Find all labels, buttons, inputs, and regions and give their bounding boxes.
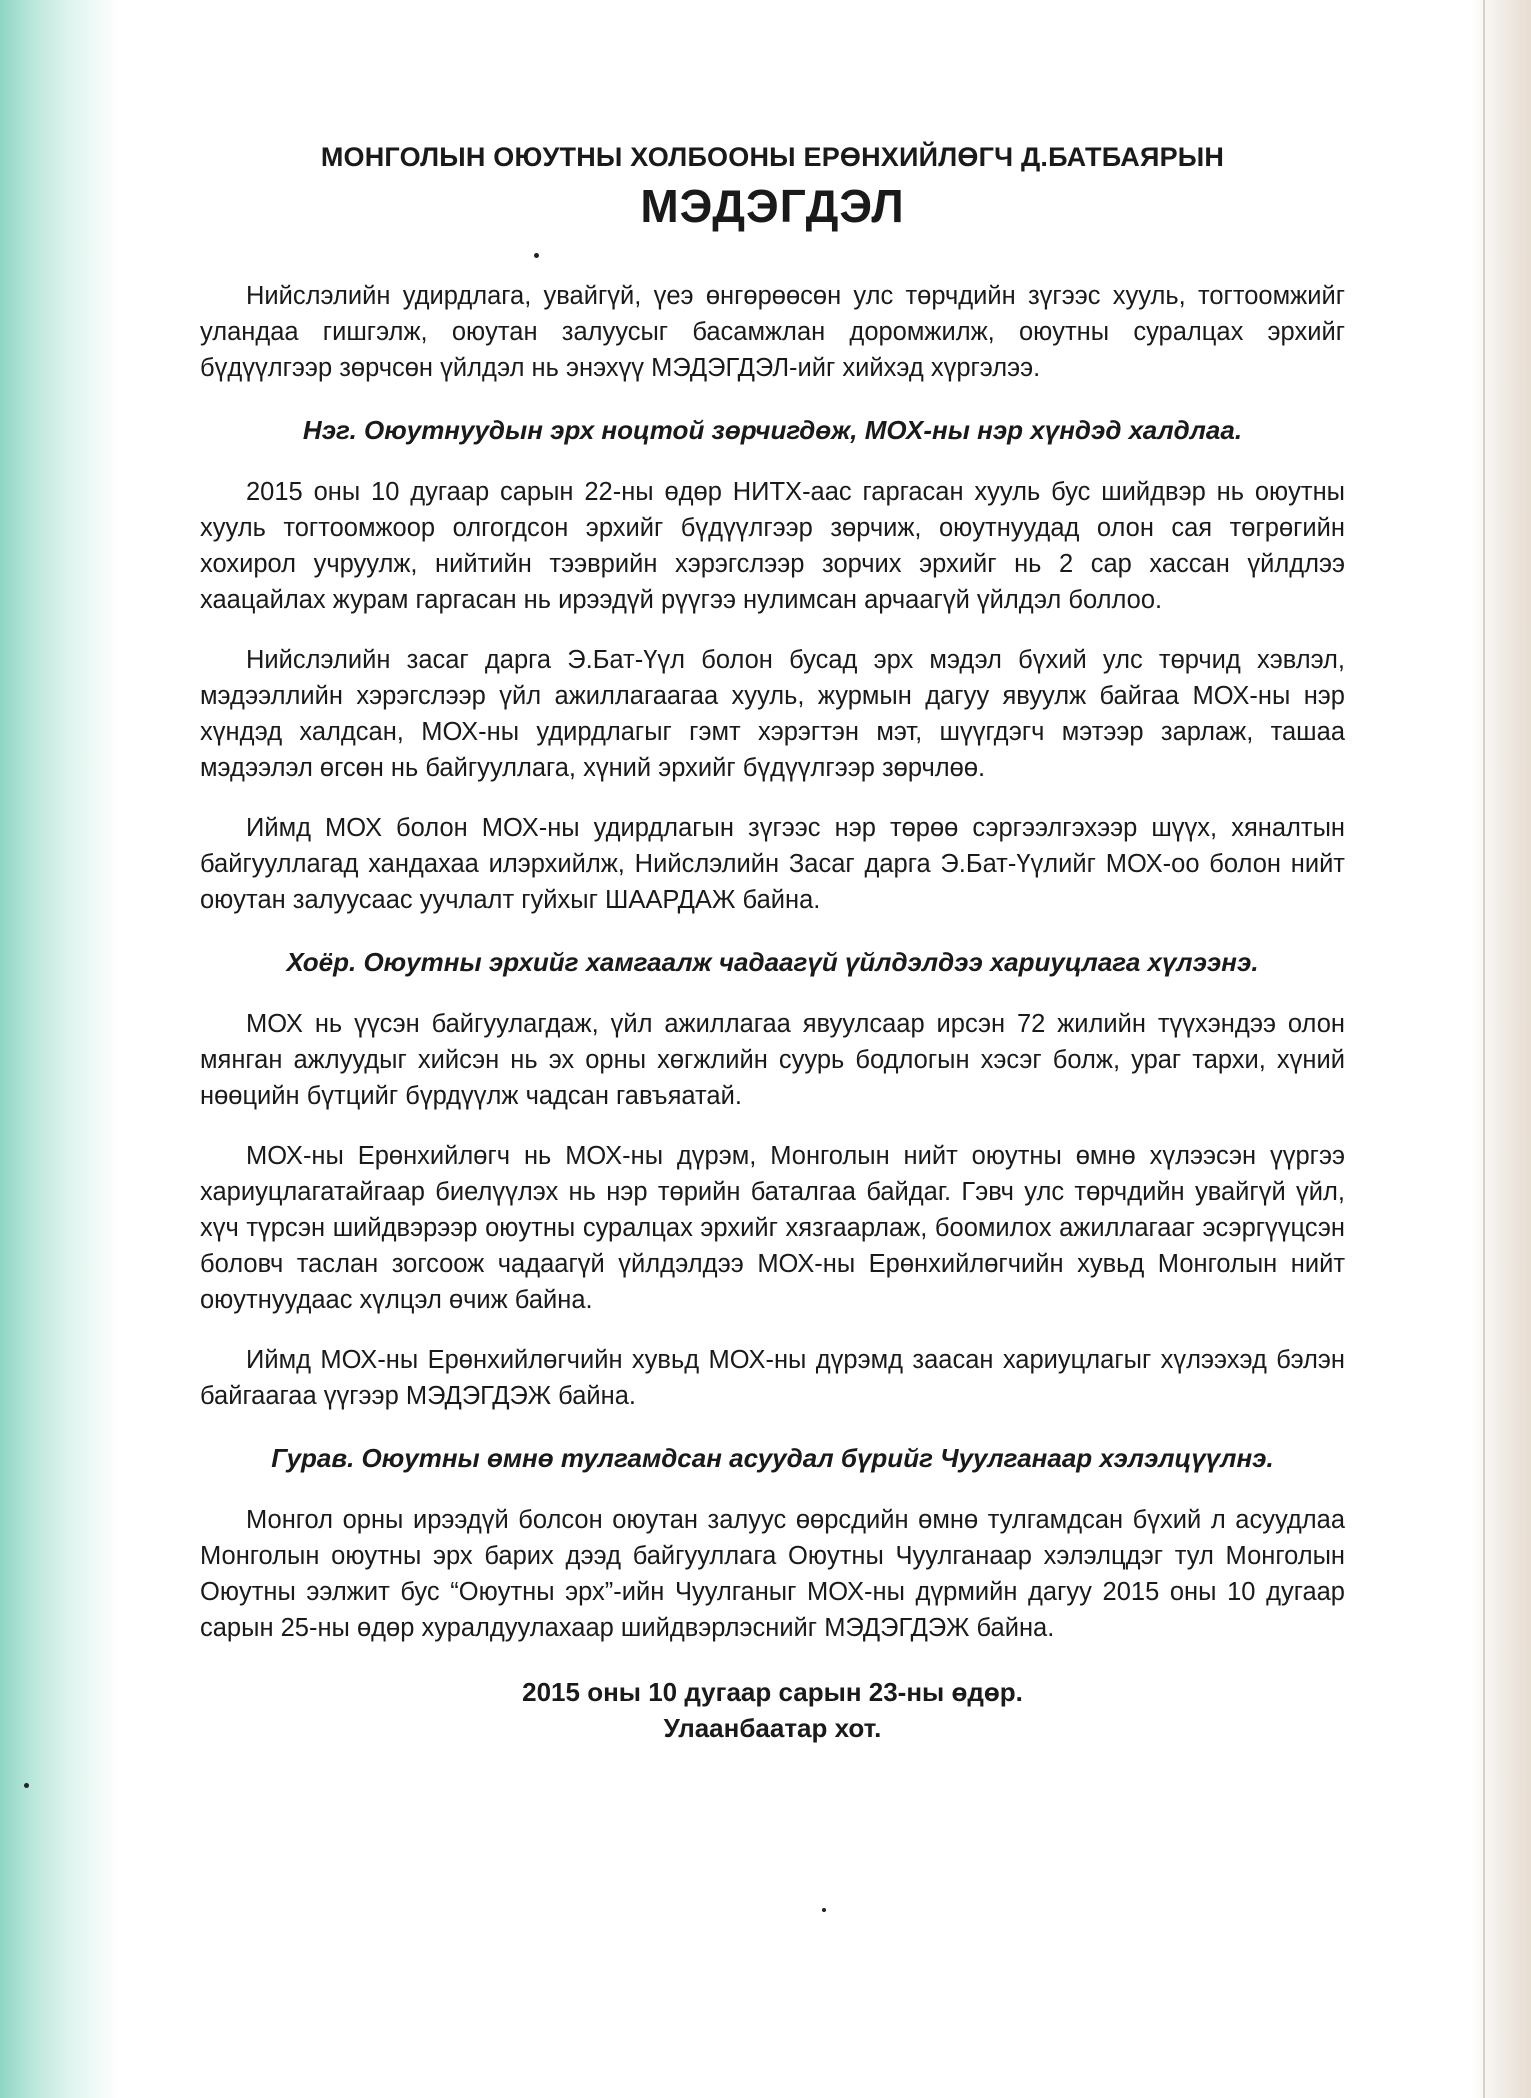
section-one-paragraph: Иймд МОХ болон МОХ-ны удирдлагын зүгээс нэр төрөө сэргээлгэхээр шүүх, хяналтын байгууллагад хандахаа илэрхийлж, Нийслэлийн Засаг дарга Э.Бат-Үүлийг МОХ-оо болон нийт оюутан залуусаас уучлалт гуйхыг ШААРДАЖ байна.: [200, 814, 1345, 914]
footer-place: Улаанбаатар хот.: [663, 1713, 882, 1743]
scan-speck: [822, 1908, 826, 1912]
section-heading-two: Хоёр. Оюутны эрхийг хамгаалж чадаагүй үйлдэлдээ хариуцлага хүлээнэ.: [286, 947, 1259, 977]
scan-edge-left: [0, 0, 120, 2098]
document-heading: МОНГОЛЫН ОЮУТНЫ ХОЛБООНЫ ЕРӨНХИЙЛӨГЧ Д.БАТБАЯРЫН: [320, 142, 1225, 172]
scan-edge-right: [1471, 0, 1531, 2098]
section-one-paragraph: 2015 оны 10 дугаар сарын 22-ны өдөр НИТХ-аас гаргасан хууль бус шийдвэр нь оюутны хууль тогтоомжоор олгогдсон эрхийг бүдүүлгээр зөрчиж, оюутнуудад олон сая төгрөгийн хохирол учруулж, нийтийн тээврийн хэрэгслээр зорчих эрхийг нь 2 сар хассан үйлдлээ хаацайлах журам гаргасан нь ирээдүй рүүгээ нулимсан арчаагүй үйлдэл боллоо.: [200, 478, 1345, 614]
section-one-paragraph: Нийслэлийн засаг дарга Э.Бат-Үүл болон бусад эрх мэдэл бүхий улс төрчид хэвлэл, мэдээллийн хэрэгслээр үйл ажиллагаагаа хууль, журмын дагуу явуулж байгаа МОХ-ны нэр хүндэд халдсан, МОХ-ны удирдлагыг гэмт хэрэгтэн мэт, шүүгдэгч мэтээр зарлаж, ташаа мэдээлэл өгсөн нь байгууллага, хүний эрхийг бүдүүлгээр зөрчлөө.: [200, 646, 1345, 782]
scan-speck: [24, 1783, 29, 1788]
section-two-paragraph: МОХ нь үүсэн байгуулагдаж, үйл ажиллагаа явуулсаар ирсэн 72 жилийн түүхэндээ олон мянган ажлуудыг хийсэн нь эх орны хөгжлийн суурь бодлогын хэсэг болж, ураг тархи, хүний нөөцийн бүтцийг бүрдүүлж чадсан гавъяатай.: [200, 1010, 1345, 1110]
section-three-paragraph: Монгол орны ирээдүй болсон оюутан залуус өөрсдийн өмнө тулгамдсан бүхий л асуудлаа Монголын оюутны эрх барих дээд байгууллага Оюутны Чуулганаар хэлэлцдэг тул Монголын Оюутны ээлжит бус “Оюутны эрх”-ийн Чуулганыг МОХ-ны дүрмийн дагуу 2015 оны 10 дугаар сарын 25-ны өдөр хуралдуулахаар шийдвэрлэснийг МЭДЭГДЭЖ байна.: [200, 1506, 1345, 1642]
section-two-paragraph: Иймд МОХ-ны Ерөнхийлөгчийн хувьд МОХ-ны дүрэмд заасан хариуцлагыг хүлээхэд бэлэн байгаагаа үүгээр МЭДЭГДЭЖ байна.: [200, 1346, 1345, 1410]
footer-date: 2015 оны 10 дугаар сарын 23-ны өдөр.: [522, 1677, 1023, 1707]
section-two-paragraph: МОХ-ны Ерөнхийлөгч нь МОХ-ны дүрэм, Монголын нийт оюутны өмнө хүлээсэн үүргээ хариуцлагатайгаар биелүүлэх нь нэр төрийн баталгаа байдаг. Гэвч улс төрчдийн увайгүй үйл, хүч түрсэн шийдвэрээр оюутны суралцах эрхийг хязгаарлаж, боомилох ажиллагааг эсэргүүцсэн боловч таслан зогсоож чадаагүй үйлдэлдээ МОХ-ны Ерөнхийлөгчийн хувьд Монголын нийт оюутнуудаас хүлцэл өчиж байна.: [200, 1142, 1345, 1314]
document-title: МЭДЭГДЭЛ: [640, 180, 905, 232]
document-page: [200, 140, 1345, 1746]
section-heading-one: Нэг. Оюутнуудын эрх ноцтой зөрчигдөж, МОХ-ны нэр хүндэд халдлаа.: [302, 415, 1243, 445]
document-footer: [200, 1674, 1345, 1746]
scan-paper-edge: [1483, 0, 1485, 2098]
section-heading-three: Гурав. Оюутны өмнө тулгамдсан асуудал бүрийг Чуулганаар хэлэлцүүлнэ.: [271, 1443, 1274, 1473]
intro-paragraph: Нийслэлийн удирдлага, увайгүй, үеэ өнгөрөөсөн улс төрчдийн зүгээс хууль, тогтоомжийг уландаа гишгэлж, оюутан залуусыг басамжлан доромжилж, оюутны суралцах эрхийг бүдүүлгээр зөрчсөн үйлдэл нь энэхүү МЭДЭГДЭЛ-ийг хийхэд хүргэлээ.: [200, 282, 1345, 382]
